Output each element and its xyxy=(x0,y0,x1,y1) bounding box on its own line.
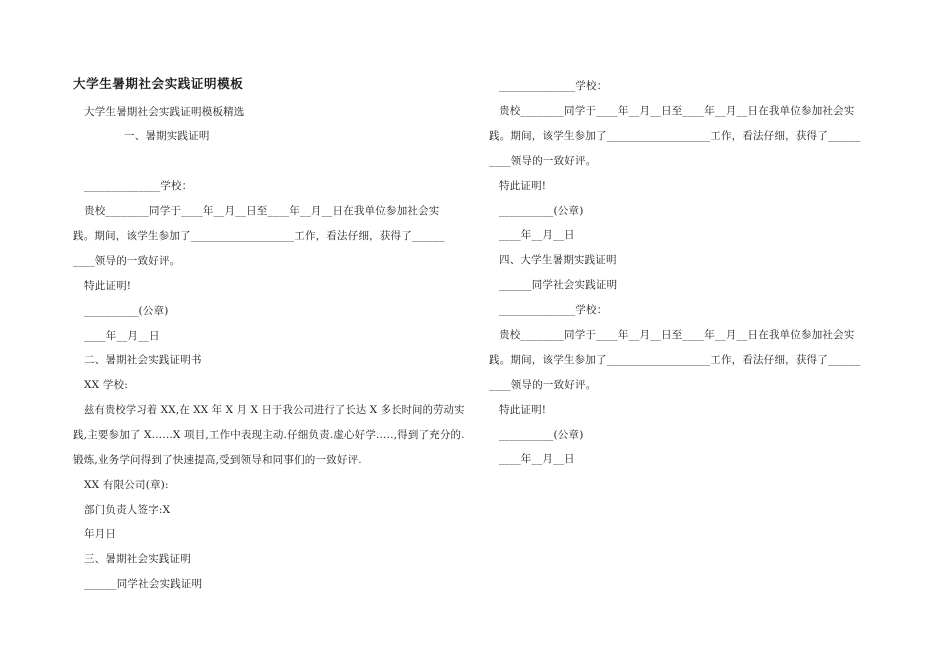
school-line: ______________学校： xyxy=(499,80,608,92)
school-line: ______________学校： xyxy=(84,180,193,192)
section-heading-2: 二、暑期社会实践证明书 xyxy=(84,354,202,366)
seal-line: __________(公章) xyxy=(499,205,584,217)
date-line: ____年__月__日 xyxy=(499,229,575,241)
body-line: ____领导的一致好评。 xyxy=(489,379,597,391)
student-line: ______同学社会实践证明 xyxy=(499,279,618,291)
seal-line: __________(公章) xyxy=(499,429,584,441)
student-line: ______同学社会实践证明 xyxy=(84,578,203,590)
seal-line: __________(公章) xyxy=(84,305,169,317)
section-heading-1: 一、暑期实践证明 xyxy=(124,130,210,142)
body-line: 锻炼,业务学问得到了快速提高,受到领导和同事们的一致好评. xyxy=(73,454,362,466)
section-heading-4: 四、大学生暑期实践证明 xyxy=(499,254,617,266)
company-line: XX 有限公司(章): xyxy=(84,479,169,491)
date-line: ____年__月__日 xyxy=(84,330,160,342)
section-heading-3: 三、暑期社会实践证明 xyxy=(84,553,191,565)
certify-line: 特此证明! xyxy=(499,404,547,416)
certify-line: 特此证明! xyxy=(84,280,132,292)
body-line: ____领导的一致好评。 xyxy=(489,155,597,167)
body-line: 践。期间，该学生参加了___________________工作，看法仔细，获得了______ xyxy=(73,230,445,242)
body-line: 贵校________同学于____年__月__日至____年__月__日在我单位参加社会实 xyxy=(84,205,440,217)
date-line: 年月日 xyxy=(84,528,117,540)
body-line: 贵校________同学于____年__月__日至____年__月__日在我单位参加社会实 xyxy=(499,105,855,117)
subtitle: 大学生暑期社会实践证明模板精选 xyxy=(84,106,245,118)
body-line: 践。期间，该学生参加了___________________工作，看法仔细，获得了______ xyxy=(489,354,861,366)
body-line: 贵校________同学于____年__月__日至____年__月__日在我单位参加社会实 xyxy=(499,329,855,341)
date-line: ____年__月__日 xyxy=(499,453,575,465)
body-line: 践,主要参加了 X......X 项目,工作中表现主动.仔细负责.虚心好学.....,得到了充分的. xyxy=(73,429,465,441)
body-line: 兹有贵校学习着 XX,在 XX 年 X 月 X 日于我公司进行了长达 X 多长时间的劳动实 xyxy=(84,404,465,416)
document-title: 大学生暑期社会实践证明模板 xyxy=(73,76,244,91)
school-line: ______________学校： xyxy=(499,304,608,316)
body-line: 践。期间，该学生参加了___________________工作，看法仔细，获得了______ xyxy=(489,130,861,142)
signature-line: 部门负责人签字:X xyxy=(84,504,171,516)
certify-line: 特此证明! xyxy=(499,180,547,192)
addressee-line: XX 学校: xyxy=(84,379,129,391)
body-line: ____领导的一致好评。 xyxy=(73,255,181,267)
